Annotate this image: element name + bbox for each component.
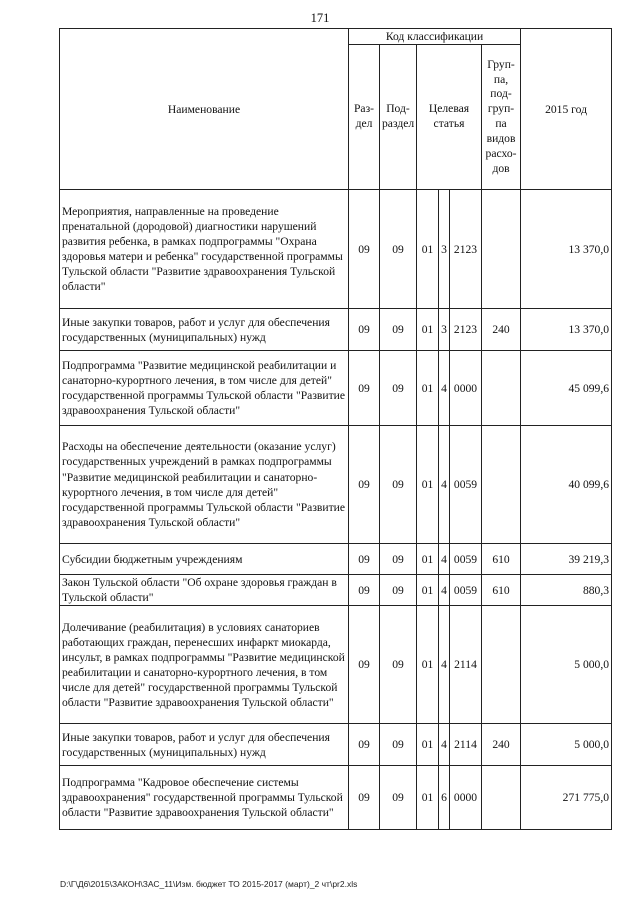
row-expense-group: [482, 766, 521, 830]
row-section: 09: [349, 426, 380, 544]
row-subsection: 09: [380, 544, 417, 575]
table-row: [60, 190, 612, 309]
header-name: Наименование: [60, 29, 349, 190]
row-expense-group: [482, 190, 521, 309]
row-target-program: 01: [417, 606, 439, 724]
row-target-subprogram: 4: [439, 544, 450, 575]
table-row: [60, 766, 612, 830]
row-target-direction: 2123: [450, 309, 482, 351]
row-target-subprogram: 4: [439, 351, 450, 426]
header-section: [349, 45, 380, 190]
row-section: 09: [349, 766, 380, 830]
row-target-program: 01: [417, 309, 439, 351]
header-target-article: [417, 45, 482, 190]
table-row: [60, 426, 612, 544]
header-label: Раз- дел: [353, 102, 375, 131]
page-number: 171: [310, 11, 330, 25]
table-row: [60, 606, 612, 724]
row-target-subprogram: 6: [439, 766, 450, 830]
table-body: [60, 190, 612, 830]
header-subsection: [380, 45, 417, 190]
row-expense-group: 610: [482, 544, 521, 575]
row-name: Иные закупки товаров, работ и услуг для обеспечения государственных (муниципальных) нужд: [60, 309, 349, 351]
row-target-subprogram: 3: [439, 309, 450, 351]
row-subsection: 09: [380, 351, 417, 426]
row-target-direction: 2114: [450, 724, 482, 766]
row-subsection: 09: [380, 606, 417, 724]
row-target-direction: 0059: [450, 426, 482, 544]
row-expense-group: [482, 606, 521, 724]
row-target-program: 01: [417, 544, 439, 575]
table-row: [60, 724, 612, 766]
row-target-program: 01: [417, 351, 439, 426]
row-target-direction: 0000: [450, 351, 482, 426]
row-name: Подпрограмма "Развитие медицинской реабилитации и санаторно-курортного лечения, в том числе для детей" государственной программы Тульской области "Развитие здравоохранения Тульской области": [60, 351, 349, 426]
row-amount: 13 370,0: [521, 309, 612, 351]
row-section: 09: [349, 606, 380, 724]
budget-table: [59, 28, 612, 830]
row-subsection: 09: [380, 309, 417, 351]
table-header: [60, 29, 612, 190]
row-amount: 40 099,6: [521, 426, 612, 544]
row-target-program: 01: [417, 575, 439, 606]
row-amount: 13 370,0: [521, 190, 612, 309]
row-amount: 5 000,0: [521, 606, 612, 724]
row-name: Субсидии бюджетным учреждениям: [60, 544, 349, 575]
row-target-program: 01: [417, 426, 439, 544]
row-name: Подпрограмма "Кадровое обеспечение системы здравоохранения" государственной программы Тульской области "Развитие здравоохранения Тульской области": [60, 766, 349, 830]
row-subsection: 09: [380, 766, 417, 830]
row-section: 09: [349, 575, 380, 606]
row-target-direction: 0059: [450, 575, 482, 606]
row-amount: 45 099,6: [521, 351, 612, 426]
row-expense-group: [482, 351, 521, 426]
table-row: [60, 309, 612, 351]
row-expense-group: 240: [482, 309, 521, 351]
row-target-program: 01: [417, 724, 439, 766]
row-section: 09: [349, 351, 380, 426]
row-amount: 271 775,0: [521, 766, 612, 830]
row-name: Мероприятия, направленные на проведение пренатальной (дородовой) диагностики нарушений развития ребенка, в рамках подпрограммы "Охрана здоровья матери и ребенка" государственной программы Тульской области "Развитие здравоохранения Тульской области": [60, 190, 349, 309]
row-section: 09: [349, 309, 380, 351]
row-expense-group: 240: [482, 724, 521, 766]
table-row: [60, 575, 612, 606]
header-year: 2015 год: [521, 29, 612, 190]
row-expense-group: 610: [482, 575, 521, 606]
row-expense-group: [482, 426, 521, 544]
row-target-direction: 2123: [450, 190, 482, 309]
row-target-direction: 0059: [450, 544, 482, 575]
header-code-classification: Код классификации: [349, 29, 521, 45]
row-target-subprogram: 4: [439, 575, 450, 606]
header-label: Под- раздел: [382, 102, 415, 131]
header-label: Груп- па, под- груп- па видов расхо- дов: [485, 57, 517, 175]
row-section: 09: [349, 544, 380, 575]
row-name: Иные закупки товаров, работ и услуг для обеспечения государственных (муниципальных) нужд: [60, 724, 349, 766]
row-subsection: 09: [380, 190, 417, 309]
row-subsection: 09: [380, 426, 417, 544]
row-amount: 880,3: [521, 575, 612, 606]
row-target-program: 01: [417, 190, 439, 309]
row-subsection: 09: [380, 575, 417, 606]
row-target-direction: 0000: [450, 766, 482, 830]
row-amount: 5 000,0: [521, 724, 612, 766]
row-section: 09: [349, 190, 380, 309]
file-path-footer: D:\Г\Д6\2015\ЗАКОН\ЗАС_11\Изм. бюджет ТО 2015-2017 (март)_2 чт\pr2.xls: [60, 879, 358, 889]
table-row: [60, 351, 612, 426]
row-target-program: 01: [417, 766, 439, 830]
header-label: Целевая статья: [428, 102, 470, 131]
row-name: Расходы на обеспечение деятельности (оказание услуг) государственных учреждений в рамках подпрограммы "Развитие медицинской реабилитации и санаторно-курортного лечения, в том числе для детей" государственной программы Тульской области "Развитие здравоохранения Тульской области": [60, 426, 349, 544]
row-target-direction: 2114: [450, 606, 482, 724]
row-name: Закон Тульской области "Об охране здоровья граждан в Тульской области": [60, 575, 349, 606]
header-expense-group: [482, 45, 521, 190]
row-subsection: 09: [380, 724, 417, 766]
row-amount: 39 219,3: [521, 544, 612, 575]
row-target-subprogram: 3: [439, 190, 450, 309]
row-target-subprogram: 4: [439, 426, 450, 544]
row-section: 09: [349, 724, 380, 766]
table-row: [60, 544, 612, 575]
row-target-subprogram: 4: [439, 606, 450, 724]
row-name: Долечивание (реабилитация) в условиях санаториев работающих граждан, перенесших инфаркт миокарда, инсульт, в рамках подпрограммы "Развитие медицинской реабилитации и санаторно-курортного лечения, в том числе для детей" государственной программы Тульской области "Развитие здравоохранения Тульской области": [60, 606, 349, 724]
row-target-subprogram: 4: [439, 724, 450, 766]
